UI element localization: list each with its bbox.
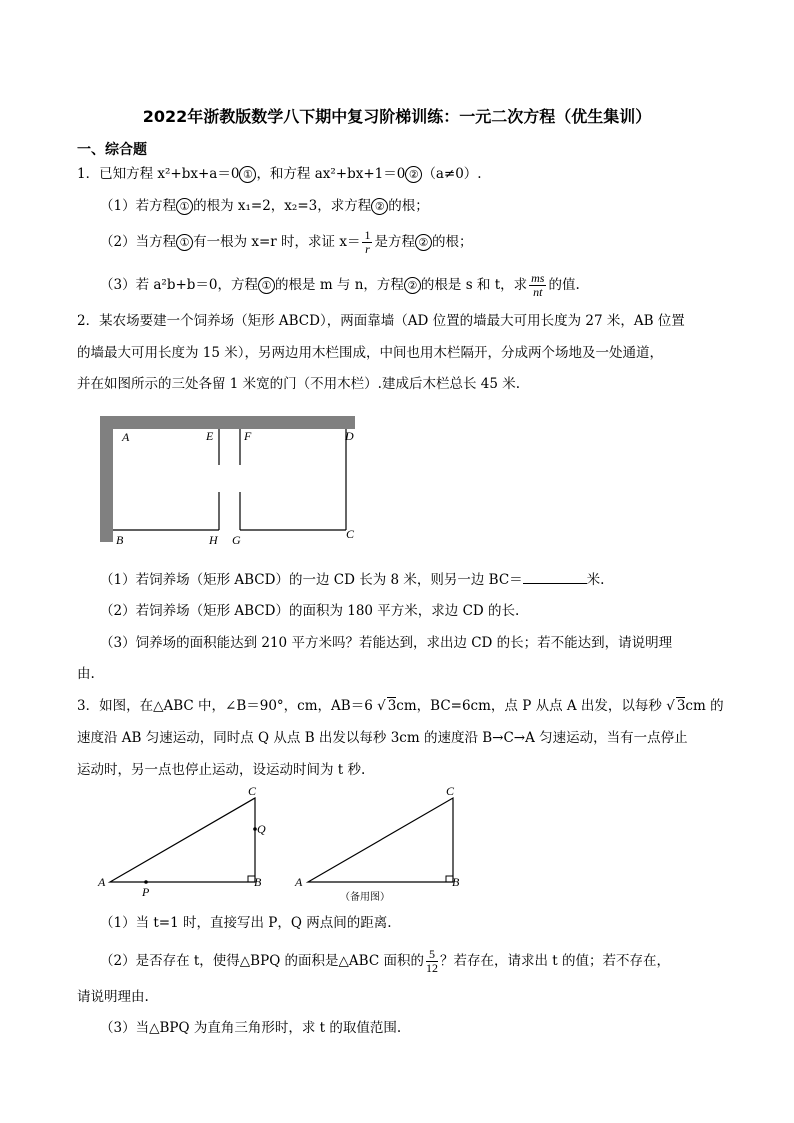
q2-stem-line2: 的墙最大可用长度为 15 米），另两边用木栏围成，中间也用木栏隔开，分成两个场地及一处通道， (77, 345, 664, 361)
label-b-backup: B (452, 875, 460, 889)
q3-part2: （2）是否存在 t，使得△BPQ 的面积是△ABC 面积的 $\frac{5}{12}$ ？若存在，请求出 t 的值；若不存在， (100, 947, 670, 975)
q1-part3: （3）若 a²b+b＝0，方程 ① 的根是 m 与 n，方程 ② 的根是 s 和 t，求 $\frac{ms}{nt}$ 的值. (100, 271, 580, 299)
fraction-5-over-12: $\frac{5}{12}$ (425, 947, 438, 975)
label-a: A (98, 875, 106, 889)
fraction-1-over-r: $\frac{1}{r}$ (364, 228, 371, 256)
page-title: 2022年浙教版数学八下期中复习阶梯训练：一元二次方程（优生集训） (142, 107, 652, 126)
label-p: P (142, 885, 150, 899)
q1-stem: 1．已知方程 x²+bx+a＝0 ① ，和方程 ax²+bx+1＝0 ② （a≠0）. (77, 166, 482, 182)
triangle-figures (90, 780, 480, 905)
label-f: F (244, 429, 252, 443)
label-q: Q (257, 822, 266, 836)
q2-stem-line1: 2．某农场要建一个饲养场（矩形 ABCD），两面靠墙（AD 位置的墙最大可用长度为 27 米，AB 位置 (77, 313, 685, 329)
wall-ab (100, 416, 113, 542)
label-a: A (122, 430, 130, 444)
q1-part2: （2）当方程 ① 有一根为 x=r 时，求证 x＝ $\frac{1}{r}$ 是方程 ② 的根； (100, 228, 473, 256)
q2-part2: （2）若饲养场（矩形 ABCD）的面积为 180 平方米，求边 CD 的长. (100, 603, 520, 619)
backup-figure-caption: （备用图） (340, 892, 390, 903)
label-b: B (254, 875, 262, 889)
circle-1-icon: ① (239, 166, 256, 183)
label-b: B (116, 533, 124, 547)
q3-stem-line1: 3．如图，在△ABC 中，∠B＝90°，cm，AB＝6 √ 3cm，BC=6cm，点 P 从点 A 出发，以每秒 √ 3cm 的 (77, 698, 724, 714)
label-c: C (346, 527, 355, 541)
label-a-backup: A (295, 875, 303, 889)
q3-part2-line2: 请说明理由. (77, 989, 149, 1005)
label-e: E (206, 429, 214, 443)
label-c: C (248, 784, 257, 798)
wall-ad (100, 416, 355, 429)
label-g: G (232, 533, 241, 547)
label-c-backup: C (446, 784, 455, 798)
q2-part1: （1）若饲养场（矩形 ABCD）的一边 CD 长为 8 米，则另一边 BC＝ 米. (100, 572, 605, 588)
circle-2-icon: ② (405, 166, 422, 183)
q3-part3: （3）当△BPQ 为直角三角形时，求 t 的取值范围. (100, 1020, 402, 1036)
fraction-ms-over-nt: $\frac{ms}{nt}$ (531, 271, 545, 299)
q2-part3-line2: 由. (77, 666, 95, 682)
label-h: H (209, 533, 218, 547)
point-p (144, 880, 148, 884)
q3-stem-line2: 速度沿 AB 匀速运动，同时点 Q 从点 B 出发以每秒 3cm 的速度沿 B→C→A 匀速运动，当有一点停止 (77, 730, 688, 746)
answer-blank[interactable] (523, 571, 587, 584)
q2-stem-line3: 并在如图所示的三处各留 1 米宽的门（不用木栏）.建成后木栏总长 45 米. (77, 376, 521, 392)
q3-stem-line3: 运动时，另一点也停止运动，设运动时间为 t 秒. (77, 762, 366, 778)
triangle-abc (110, 798, 255, 882)
q1-part1: （1）若方程 ① 的根为 x₁=2，x₂=3，求方程 ② 的根； (100, 198, 429, 214)
q2-part3-line1: （3）饲养场的面积能达到 210 平方米吗？若能达到，求出边 CD 的长；若不能达到，请说明理 (100, 635, 673, 651)
label-d: D (345, 429, 354, 443)
farm-diagram (95, 410, 365, 550)
section-heading: 一、综合题 (77, 142, 147, 158)
triangle-backup (308, 798, 453, 882)
q3-part1: （1）当 t=1 时，直接写出 P，Q 两点间的距离. (100, 915, 392, 931)
